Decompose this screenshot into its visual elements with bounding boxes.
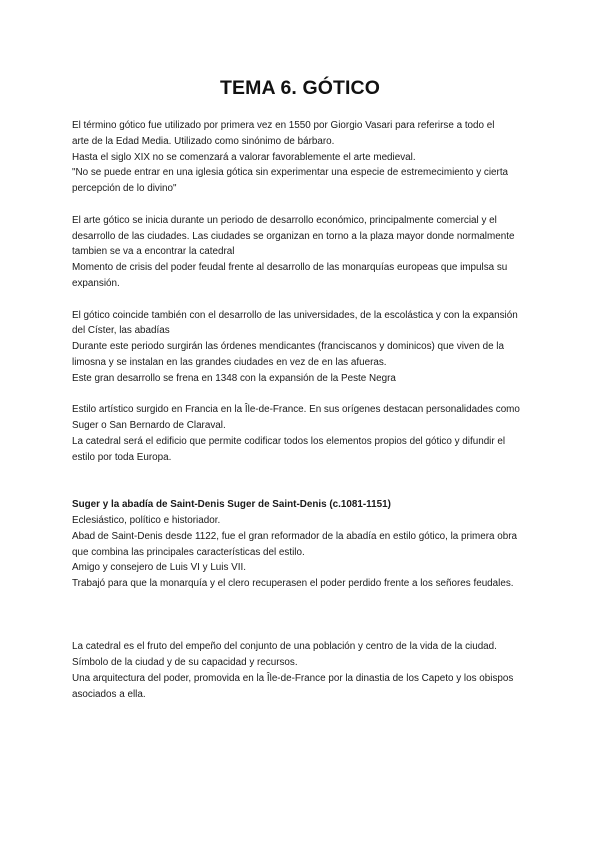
paragraph-gap [72, 387, 530, 403]
text-line: Amigo y consejero de Luis VI y Luis VII. [72, 562, 246, 574]
paragraph-style [72, 402, 530, 465]
text-line: tambien se va a encontrar la catedral [72, 246, 235, 258]
text-line: Estilo artístico surgido en Francia en la Île-de-France. En sus orígenes destacan personalidades como [72, 404, 520, 416]
paragraph-gap [72, 466, 530, 482]
paragraph-gap [72, 592, 530, 608]
paragraph-gap [72, 608, 530, 624]
text-line: Suger o San Bernardo de Claraval. [72, 420, 226, 432]
text-line: arte de la Edad Media. Utilizado como sinónimo de bárbaro. [72, 135, 335, 147]
text-line: Abad de Saint-Denis desde 1122, fue el gran reformador de la abadía en estilo gótico, la primera obra [72, 530, 518, 542]
paragraph-gap [72, 481, 530, 497]
text-line: expansión. [72, 277, 120, 289]
paragraph-suger [72, 497, 530, 592]
paragraph-universities [72, 308, 530, 387]
text-line: percepción de lo divino" [72, 183, 177, 195]
paragraph-cathedral [72, 639, 530, 702]
text-line: La catedral será el edificio que permite codificar todos los elementos propios del gótico y difundir el [72, 435, 506, 447]
text-line: El arte gótico se inicia durante un periodo de desarrollo económico, principalmente comercial y el [72, 214, 497, 226]
text-line: Hasta el siglo XIX no se comenzará a valorar favorablemente el arte medieval. [72, 151, 416, 163]
text-line: Trabajó para que la monarquía y el clero recuperasen el poder perdido frente a los señores feudales. [72, 578, 514, 590]
text-line: Eclesiástico, político e historiador. [72, 514, 221, 526]
paragraph-gap [72, 624, 530, 640]
paragraph-gap [72, 292, 530, 308]
text-line: que combina las principales características del estilo. [72, 546, 305, 558]
document-body [72, 118, 530, 702]
page-title: TEMA 6. GÓTICO [220, 77, 380, 99]
text-line: El término gótico fue utilizado por primera vez en 1550 por Giorgio Vasari para referirse a todo el [72, 120, 495, 131]
text-line: estilo por toda Europa. [72, 451, 172, 463]
paragraph-intro [72, 118, 530, 197]
text-line: "No se puede entrar en una iglesia gótica sin experimentar una especie de estremecimiento y cierta [72, 167, 509, 179]
text-line: Momento de crisis del poder feudal frente al desarrollo de las monarquías europeas que impulsa su [72, 262, 508, 274]
text-line: Este gran desarrollo se frena en 1348 con la expansión de la Peste Negra [72, 372, 396, 384]
text-line: asociados a ella. [72, 688, 146, 700]
text-line: limosna y se instalan en las grandes ciudades en vez de en las afueras. [72, 356, 387, 368]
text-line: Durante este periodo surgirán las órdenes mendicantes (franciscanos y dominicos) que viven de la [72, 341, 504, 353]
text-line: del Císter, las abadías [72, 325, 170, 337]
section-heading: Suger y la abadía de Saint-Denis Suger de Saint-Denis (c.1081-1151) [72, 499, 391, 511]
text-line: desarrollo de las ciudades. Las ciudades se organizan en torno a la plaza mayor donde normalmente [72, 230, 515, 242]
text-line: El gótico coincide también con el desarrollo de las universidades, de la escolástica y con la expansión [72, 309, 518, 321]
paragraph-gap [72, 197, 530, 213]
paragraph-origins [72, 213, 530, 292]
text-line: Una arquitectura del poder, promovida en la Île-de-France por la dinastia de los Capeto y los obispos [72, 672, 514, 684]
text-line: Símbolo de la ciudad y de su capacidad y recursos. [72, 657, 298, 669]
text-line: La catedral es el fruto del empeño del conjunto de una población y centro de la vida de la ciudad. [72, 641, 497, 653]
